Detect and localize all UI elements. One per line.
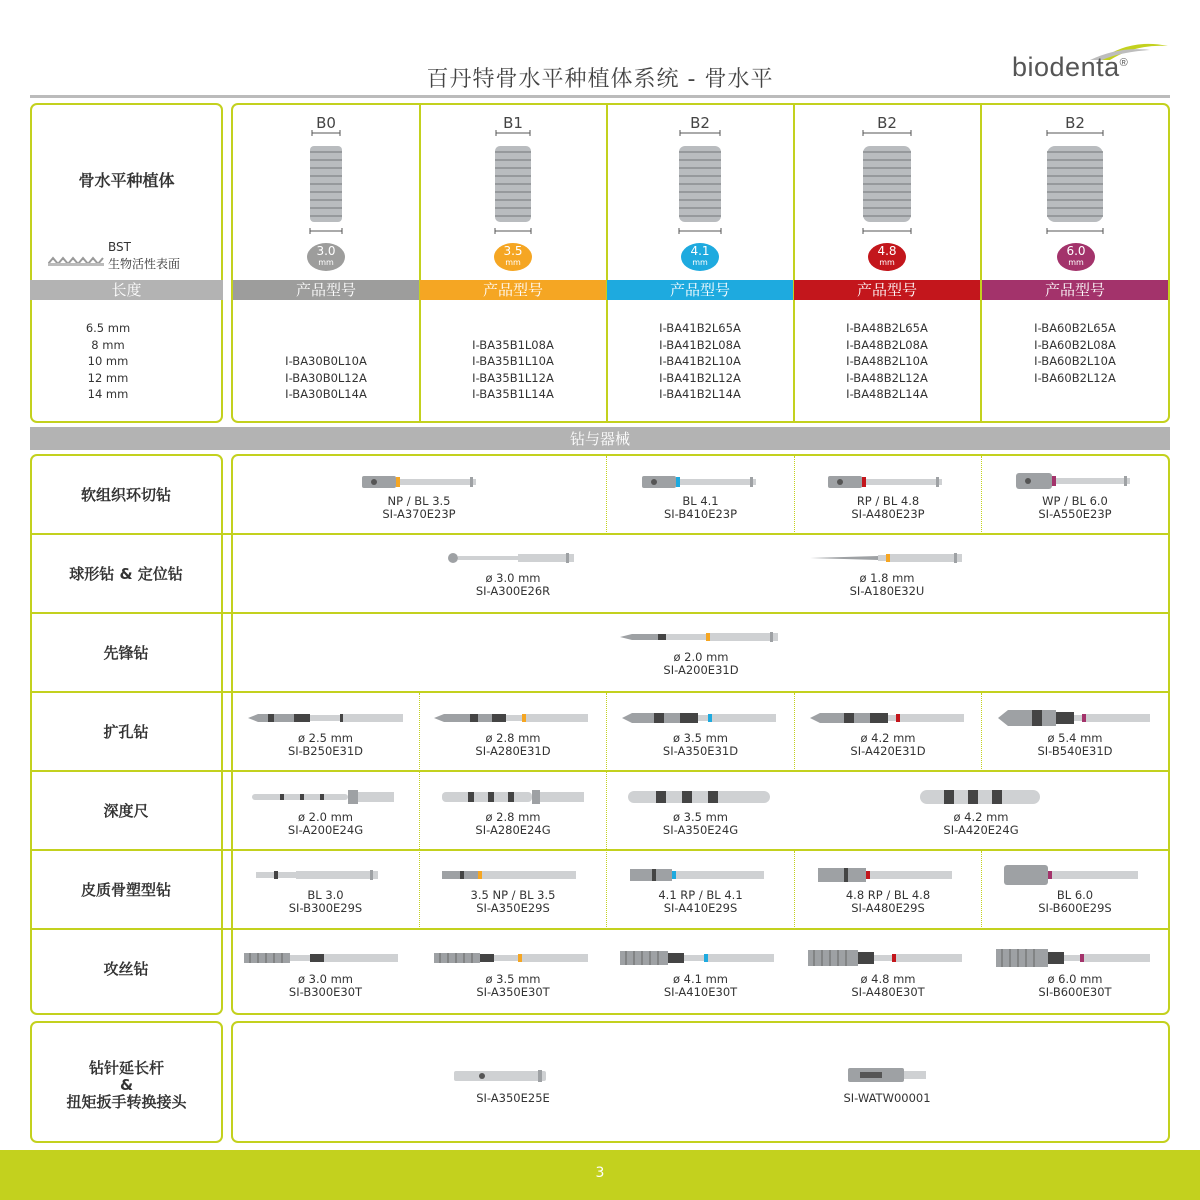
twist-drill-image: [432, 711, 592, 725]
page-title: 百丹特骨水平种植体系统 - 骨水平: [426, 67, 774, 92]
product-code-list: [607, 320, 793, 403]
instrument-item: ø 4.8 mm SI-A480E30T: [851, 972, 925, 999]
diameter-badge: 4.1 mm: [681, 243, 719, 271]
instrument-item: 3.5 NP / BL 3.5 SI-A350E29S: [470, 888, 556, 915]
depth-gauge-image: [440, 788, 590, 806]
implant-image: [857, 130, 917, 235]
product-code: I-BA48B2L12A: [846, 370, 928, 385]
instrument-item: ø 3.5 mm SI-A350E30T: [476, 972, 550, 999]
length-value: 12 mm: [87, 370, 129, 385]
instrument-item: WP / BL 6.0 SI-A550E23P: [1038, 494, 1112, 521]
instrument-item: ø 3.5 mm SI-A350E31D: [662, 731, 739, 758]
row-label-twist-drill: 扩孔钻: [103, 723, 149, 741]
product-header: 产品型号: [607, 280, 793, 300]
tap-drill-image: [242, 950, 402, 966]
implant-image: [483, 130, 543, 235]
instrument-item: ø 5.4 mm SI-B540E31D: [1037, 731, 1113, 758]
length-list: [60, 320, 156, 403]
product-code: I-BA60B2L65A: [1034, 321, 1116, 335]
instrument-item: SI-A350E25E: [476, 1091, 550, 1105]
round-drill-image: [446, 551, 578, 565]
diameter-badge: 6.0 mm: [1057, 243, 1095, 271]
row-label-tissue-punch: 软组织环切钻: [80, 486, 171, 504]
product-code: I-BA35B1L10A: [472, 354, 554, 368]
marking-drill-image: [808, 551, 968, 565]
profile-drill-image: [254, 868, 384, 882]
platform-label: B1: [503, 114, 523, 132]
row-label-profile-drill: 皮质骨塑型钻: [80, 881, 171, 899]
product-code: I-BA41B2L65A: [659, 321, 741, 335]
drill-extension-image: [452, 1068, 552, 1084]
bst-label: BST: [108, 240, 131, 254]
instrument-item: ø 6.0 mm SI-B600E30T: [1038, 972, 1112, 999]
profile-drill-image: [1002, 864, 1142, 886]
implant-image: [296, 130, 356, 235]
length-value: 14 mm: [87, 387, 129, 401]
profile-drill-image: [628, 866, 768, 884]
product-code: I-BA60B2L08A: [1034, 337, 1116, 352]
header-rule: [30, 95, 1170, 98]
product-code: [420, 320, 606, 337]
row-label-round-drill: 球形钻 & 定位钻: [69, 565, 183, 583]
pilot-drill-image: [618, 630, 782, 644]
instrument-item: RP / BL 4.8 SI-A480E23P: [851, 494, 925, 521]
platform-label: B0: [316, 114, 336, 132]
twist-drill-image: [246, 711, 406, 725]
length-value: 8 mm: [91, 337, 125, 352]
product-code-list: [420, 320, 606, 403]
bst-surface-icon: [48, 254, 104, 266]
instrument-item: ø 4.1 mm SI-A410E30T: [663, 972, 738, 999]
depth-gauge-image: [626, 788, 776, 806]
tap-drill-image: [994, 947, 1154, 969]
product-header: 产品型号: [233, 280, 419, 300]
product-code: [982, 386, 1168, 403]
diameter-badge: 3.0 mm: [307, 243, 345, 271]
diameter-badge: 4.8 mm: [868, 243, 906, 271]
length-value: 6.5 mm: [85, 321, 131, 335]
section-title: 钻与器械: [30, 427, 1170, 450]
instrument-item: NP / BL 3.5 SI-A370E23P: [382, 494, 456, 521]
row-label-tap-drill: 攻丝钻: [103, 960, 149, 978]
product-code: I-BA41B2L10A: [659, 354, 741, 368]
instrument-item: SI-WATW00001: [843, 1091, 931, 1105]
row-label-depth-gauge: 深度尺: [103, 802, 149, 820]
instrument-item: ø 2.5 mm SI-B250E31D: [287, 731, 364, 758]
product-code: I-BA48B2L10A: [846, 354, 928, 368]
instrument-item: BL 3.0 SI-B300E29S: [288, 888, 363, 915]
bst-description: 生物活性表面: [108, 257, 181, 271]
diameter-badge: 3.5 mm: [494, 243, 532, 271]
tissue-punch-image: [826, 474, 946, 490]
profile-drill-image: [816, 866, 956, 884]
instrument-item: ø 2.0 mm SI-A200E24G: [287, 810, 364, 837]
page-number: 3: [0, 1150, 1200, 1200]
tissue-punch-image: [640, 474, 760, 490]
instrument-item: BL 6.0 SI-B600E29S: [1038, 888, 1112, 915]
instrument-item: 4.8 RP / BL 4.8 SI-A480E29S: [845, 888, 931, 915]
platform-label: B2: [877, 114, 897, 132]
product-code: I-BA30B0L14A: [285, 387, 367, 401]
implant-image: [670, 130, 730, 235]
instrument-item: ø 3.5 mm SI-A350E24G: [662, 810, 739, 837]
instrument-item: BL 4.1 SI-B410E23P: [663, 494, 738, 521]
twist-drill-image: [996, 709, 1156, 727]
row-label-pilot-drill: 先锋钻: [103, 644, 149, 662]
product-code-list: [233, 320, 419, 403]
product-code: I-BA48B2L08A: [846, 337, 928, 352]
depth-gauge-image: [250, 788, 400, 806]
platform-label: B2: [690, 114, 710, 132]
twist-drill-image: [808, 711, 968, 725]
product-code: I-BA35B1L12A: [472, 370, 554, 385]
extension-grid-panel: [231, 1021, 1170, 1143]
instrument-item: ø 2.8 mm SI-A280E24G: [475, 810, 551, 837]
instrument-item: ø 3.0 mm SI-A300E26R: [475, 571, 551, 598]
depth-gauge-image: [918, 788, 1044, 806]
product-code: I-BA41B2L14A: [659, 387, 741, 401]
product-code: I-BA41B2L12A: [659, 370, 741, 385]
torque-adapter-image: [846, 1066, 930, 1084]
extension-label: 钻针延长杆 & 扭矩扳手转换接头: [66, 1059, 187, 1111]
product-code: I-BA35B1L08A: [472, 337, 554, 352]
tap-drill-image: [432, 950, 592, 966]
product-code: I-BA35B1L14A: [472, 387, 554, 401]
product-code: I-BA41B2L08A: [659, 337, 741, 352]
product-code: [233, 337, 419, 354]
product-header: 产品型号: [982, 280, 1168, 300]
instrument-item: 4.1 RP / BL 4.1 SI-A410E29S: [658, 888, 743, 915]
profile-drill-image: [440, 868, 580, 882]
product-code-list: [982, 320, 1168, 403]
product-code: I-BA30B0L10A: [285, 354, 367, 368]
implant-image: [1045, 130, 1105, 235]
length-header: 长度: [30, 280, 223, 300]
brand-logo: biodenta®: [1012, 52, 1129, 82]
product-header: 产品型号: [794, 280, 980, 300]
tap-drill-image: [618, 949, 778, 967]
platform-label: B2: [1065, 114, 1085, 132]
instrument-item: ø 3.0 mm SI-B300E30T: [288, 972, 363, 999]
tissue-punch-image: [1014, 472, 1134, 490]
length-value: 10 mm: [87, 354, 129, 368]
product-header: 产品型号: [420, 280, 606, 300]
instrument-item: ø 4.2 mm SI-A420E24G: [943, 810, 1019, 837]
product-code: I-BA48B2L65A: [846, 321, 928, 335]
instrument-item: ø 2.8 mm SI-A280E31D: [475, 731, 551, 758]
tap-drill-image: [806, 948, 966, 968]
implant-section-label: 骨水平种植体: [78, 171, 175, 190]
product-code: [233, 320, 419, 337]
instrument-item: ø 2.0 mm SI-A200E31D: [663, 650, 739, 677]
twist-drill-image: [620, 711, 780, 725]
instrument-item: ø 1.8 mm SI-A180E32U: [849, 571, 925, 598]
instrument-item: ø 4.2 mm SI-A420E31D: [850, 731, 926, 758]
product-code: I-BA60B2L12A: [1034, 370, 1116, 385]
product-code: I-BA48B2L14A: [846, 387, 928, 401]
product-code: I-BA30B0L12A: [285, 370, 367, 385]
product-code: I-BA60B2L10A: [1034, 354, 1116, 368]
tissue-punch-image: [360, 474, 480, 490]
product-code-list: [794, 320, 980, 403]
